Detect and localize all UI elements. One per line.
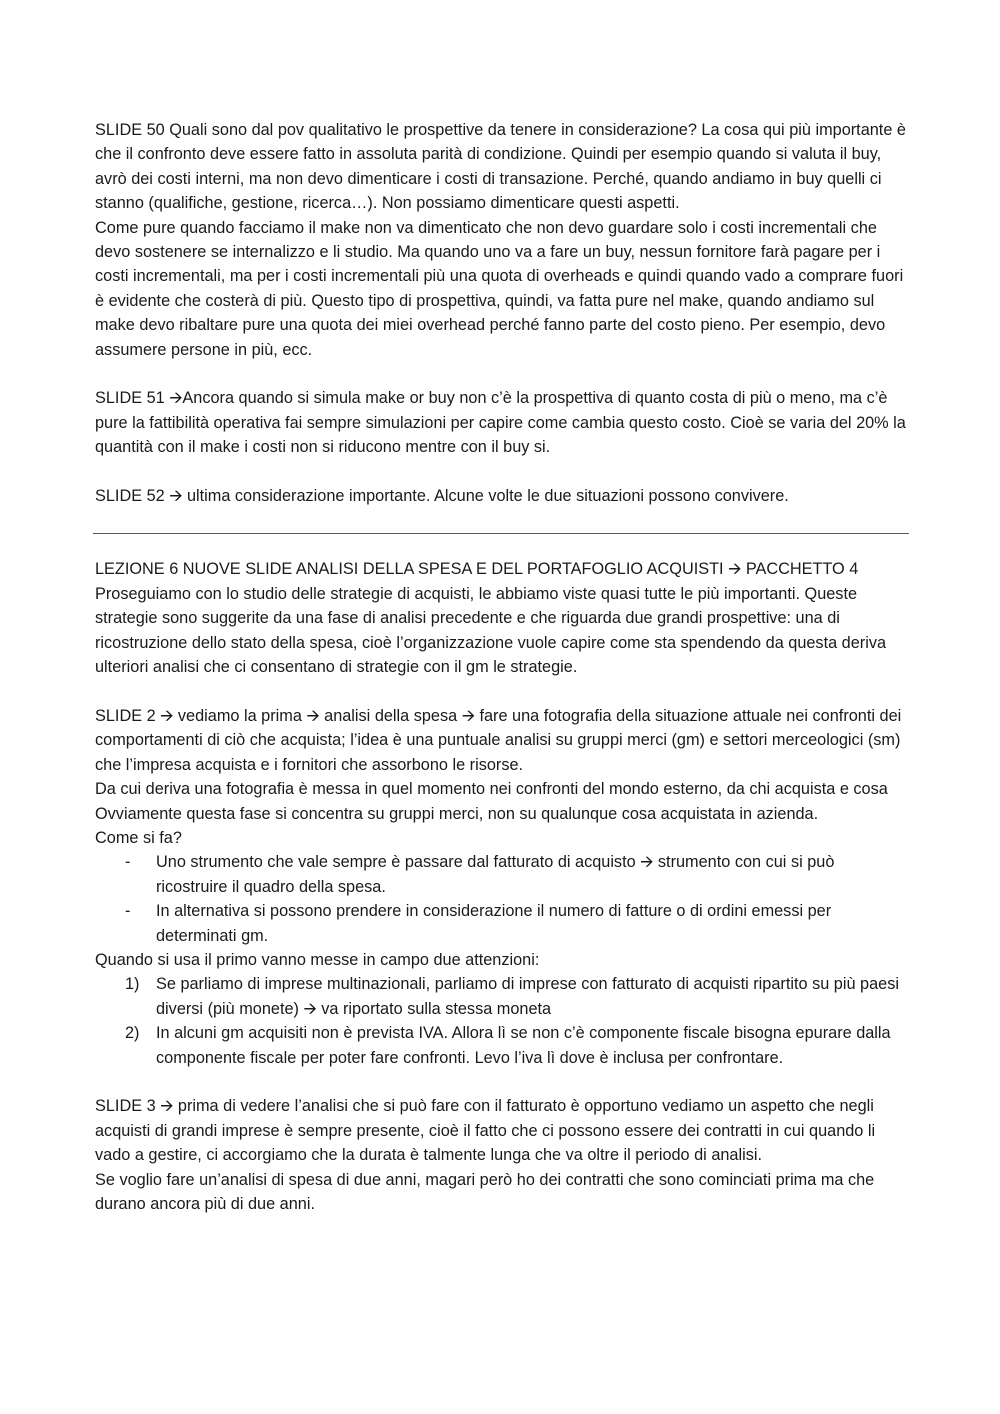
paragraph-fotografia: Da cui deriva una fotografia è messa in quel momento nei confronti del mondo esterno, da chi acquista e cosa <box>95 780 888 799</box>
paragraph-slide51: SLIDE 51 🡪Ancora quando si simula make or buy non c’è la prospettiva di quanto costa di più o meno, ma c’è pure la fattibilità operativa fai sempre simulazioni per capire come cambia questo costo. Cioè se varia del 20% la quantità con il make i costi non si riducono mentre con il buy si. <box>95 389 906 457</box>
section-divider <box>93 533 909 534</box>
numbered-list <box>95 972 907 1070</box>
list-item <box>95 850 907 899</box>
list-item <box>95 1021 907 1070</box>
paragraph-slide3: SLIDE 3 🡪 prima di vedere l’analisi che si può fare con il fatturato è opportuno vediamo un aspetto che negli acquisti di grandi imprese è sempre presente, cioè il fatto che ci possono essere dei contratti in cui quando li vado a gestire, ci accorgiamo che la durata è talmente lunga che va oltre il periodo di analisi. <box>95 1097 876 1165</box>
paragraph-attenzioni: Quando si usa il primo vanno messe in campo due attenzioni: <box>95 950 540 969</box>
list-item <box>95 972 907 1021</box>
paragraph-slide50: SLIDE 50 Quali sono dal pov qualitativo le prospettive da tenere in considerazione? La cosa qui più importante è che il confronto deve essere fatto in assoluta parità di condizione. Quindi per esempio quando si valuta il buy, avrò dei costi interni, ma non devo dimenticare i costi di transazione. Perché, quando andiamo in buy quelli ci stanno (qualifiche, gestione, ricerca…). Non possiamo dimenticare questi aspetti. <box>95 121 906 213</box>
paragraph-gap <box>95 1070 907 1094</box>
paragraph-analisi-due-anni: Se voglio fare un’analisi di spesa di due anni, magari però ho dei contratti che sono cominciati prima ma che durano ancora più di due anni. <box>95 1170 875 1213</box>
document-page <box>95 118 907 1216</box>
lesson-heading: LEZIONE 6 NUOVE SLIDE ANALISI DELLA SPESA E DEL PORTAFOGLIO ACQUISTI 🡪 PACCHETTO 4 <box>95 560 859 579</box>
list-item-text: In alternativa si possono prendere in considerazione il numero di fatture o di ordini emessi per determinati gm. <box>156 902 832 945</box>
list-item-text: In alcuni gm acquisiti non è prevista IVA. Allora lì se non c’è componente fiscale bisogna epurare dalla componente fiscale per poter fare confronti. Levo l’iva lì dove è inclusa per confrontare. <box>156 1024 891 1067</box>
list-marker: 1) <box>125 975 140 994</box>
paragraph-slide50-make: Come pure quando facciamo il make non va dimenticato che non devo guardare solo i costi incrementali che devo sostenere se internalizzo e li studio. Ma quando uno va a fare un buy, nessun fornitore farà pagare per i costi incrementali, ma per i costi incrementali più una quota di overheads e quindi quando vado a comprare fuori è evidente che costerà di più. Questo tipo di prospettiva, quindi, va fatta pure nel make, quando andiamo sul make devo ribaltare pure una quota dei miei overhead perché fanno parte del costo pieno. Per esempio, devo assumere persone in più, ecc. <box>95 218 904 359</box>
list-item-text: Uno strumento che vale sempre è passare dal fatturato di acquisto 🡪 strumento con cui si può ricostruire il quadro della spesa. <box>156 853 835 896</box>
list-marker: - <box>125 902 131 921</box>
list-marker: - <box>125 853 131 872</box>
list-item <box>95 899 907 948</box>
paragraph-gap <box>95 680 907 704</box>
paragraph-come-si-fa: Come si fa? <box>95 828 182 847</box>
paragraph-slide52: SLIDE 52 🡪 ultima considerazione importante. Alcune volte le due situazioni possono convivere. <box>95 487 789 506</box>
paragraph-intro: Proseguiamo con lo studio delle strategie di acquisti, le abbiamo viste quasi tutte le più importanti. Queste strategie sono suggerite da una fase di analisi precedente e che riguarda due grandi prospettive: una di ricostruzione dello stato della spesa, cioè l’organizzazione vuole capire come sta spendendo da questa deriva ulteriori analisi che ci consentano di strategie con il gm le strategie. <box>95 584 887 677</box>
paragraph-gruppi-merci: Ovviamente questa fase si concentra su gruppi merci, non su qualunque cosa acquistata in azienda. <box>95 804 819 823</box>
dash-list <box>95 850 907 948</box>
paragraph-slide2: SLIDE 2 🡪 vediamo la prima 🡪 analisi della spesa 🡪 fare una fotografia della situazione attuale nei confronti dei comportamenti di ciò che acquista; l’idea è una puntuale analisi su gruppi merci (gm) e settori merceologici (sm) che l’impresa acquista e i fornitori che assorbono le risorse. <box>95 706 902 774</box>
paragraph-gap <box>95 362 907 386</box>
list-item-text: Se parliamo di imprese multinazionali, parliamo di imprese con fatturato di acquisti ripartito su più paesi diversi (più monete) 🡪 va riportato sulla stessa moneta <box>156 975 899 1018</box>
list-marker: 2) <box>125 1024 140 1043</box>
paragraph-gap <box>95 460 907 484</box>
